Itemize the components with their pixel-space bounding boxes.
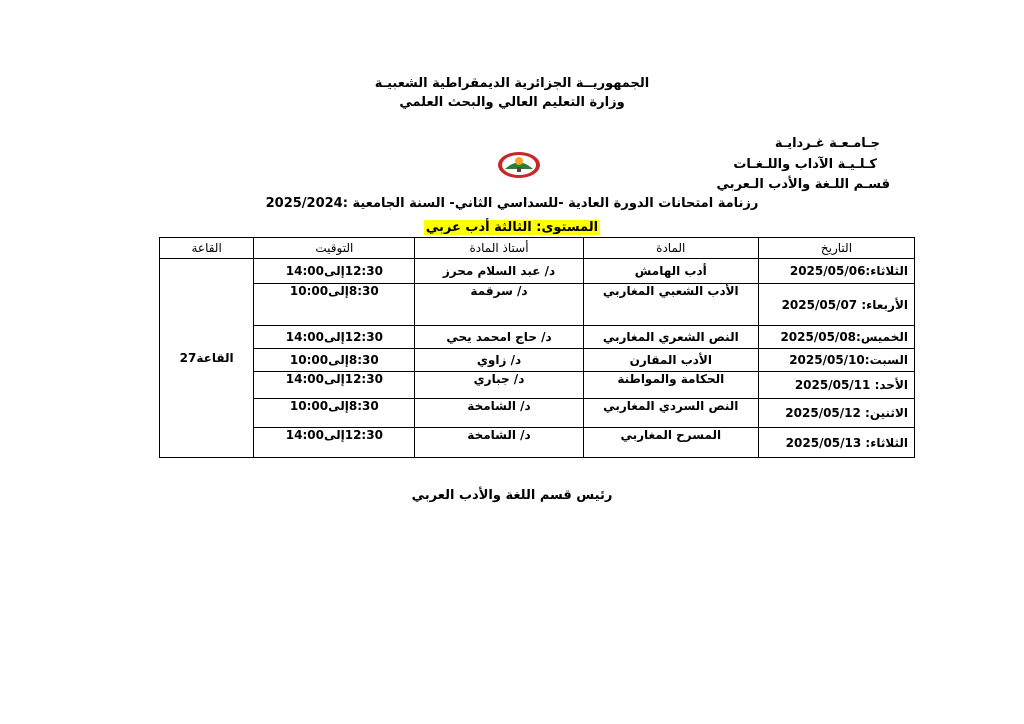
cell-subject: النص السردي المغاربي: [583, 399, 758, 428]
table-header-row: [160, 238, 915, 259]
cell-subject: أدب الهامش: [583, 259, 758, 284]
cell-time: 12:30إلى14:00: [254, 428, 415, 458]
cell-professor: د/ الشامخة: [415, 428, 583, 458]
exam-schedule-title: رزنامة امتحانات الدورة العادية -للسداسي الثاني- السنة الجامعية :2025/2024: [265, 196, 759, 211]
cell-professor: د/ سرقمة: [415, 284, 583, 326]
table-row: [160, 372, 915, 399]
republic-title: الجمهوريــة الجزائرية الديمقراطية الشعبيـة: [374, 76, 650, 91]
cell-date: السبت:2025/05/10: [758, 349, 914, 372]
cell-professor: د/ جباري: [415, 372, 583, 399]
cell-professor: د/ زاوي: [415, 349, 583, 372]
department-name: قسـم اللـغة والأدب الـعربي: [716, 177, 890, 192]
table-row: [160, 399, 915, 428]
cell-subject: المسرح المغاربي: [583, 428, 758, 458]
table-row: [160, 259, 915, 284]
university-logo-icon: [496, 150, 542, 180]
cell-professor: د/ حاج امحمد يحي: [415, 326, 583, 349]
header-date: التاريخ: [758, 238, 914, 259]
cell-date: الأحد: 2025/05/11: [758, 372, 914, 399]
cell-subject: الأدب الشعبي المغاربي: [583, 284, 758, 326]
cell-professor: د/ الشامخة: [415, 399, 583, 428]
header-professor: أستاذ المادة: [415, 238, 583, 259]
level-badge: المستوى: الثالثة أدب عربي: [425, 220, 599, 235]
table-row: [160, 326, 915, 349]
table-row: [160, 284, 915, 326]
header-room: القاعة: [160, 238, 254, 259]
cell-time: 12:30إلى14:00: [254, 259, 415, 284]
cell-date: الاثنين: 2025/05/12: [758, 399, 914, 428]
header-time: التوقيت: [254, 238, 415, 259]
cell-time: 12:30إلى14:00: [254, 326, 415, 349]
cell-date: الثلاثاء:2025/05/06: [758, 259, 914, 284]
cell-subject: النص الشعري المغاربي: [583, 326, 758, 349]
cell-time: 8:30إلى10:00: [254, 284, 415, 326]
cell-time: 8:30إلى10:00: [254, 399, 415, 428]
cell-time: 12:30إلى14:00: [254, 372, 415, 399]
cell-date: الثلاثاء: 2025/05/13: [758, 428, 914, 458]
cell-time: 8:30إلى10:00: [254, 349, 415, 372]
cell-subject: الأدب المقارن: [583, 349, 758, 372]
cell-subject: الحكامة والمواطنة: [583, 372, 758, 399]
table-row: [160, 428, 915, 458]
cell-date: الأربعاء: 2025/05/07: [758, 284, 914, 326]
cell-professor: د/ عبد السلام محرز: [415, 259, 583, 284]
header-subject: المادة: [583, 238, 758, 259]
exam-schedule-table: [159, 237, 915, 458]
ministry-title: وزارة التعليم العالي والبحث العلمي: [399, 95, 625, 110]
department-head-signature: رئيس قسم اللغة والأدب العربي: [411, 488, 613, 503]
table-row: [160, 349, 915, 372]
faculty-name: كـلـيـة الآداب واللـغـات: [733, 157, 877, 172]
cell-room: القاعة27: [160, 259, 254, 458]
university-name: جـامـعـة غـردايـة: [774, 136, 880, 151]
cell-date: الخميس:2025/05/08: [758, 326, 914, 349]
